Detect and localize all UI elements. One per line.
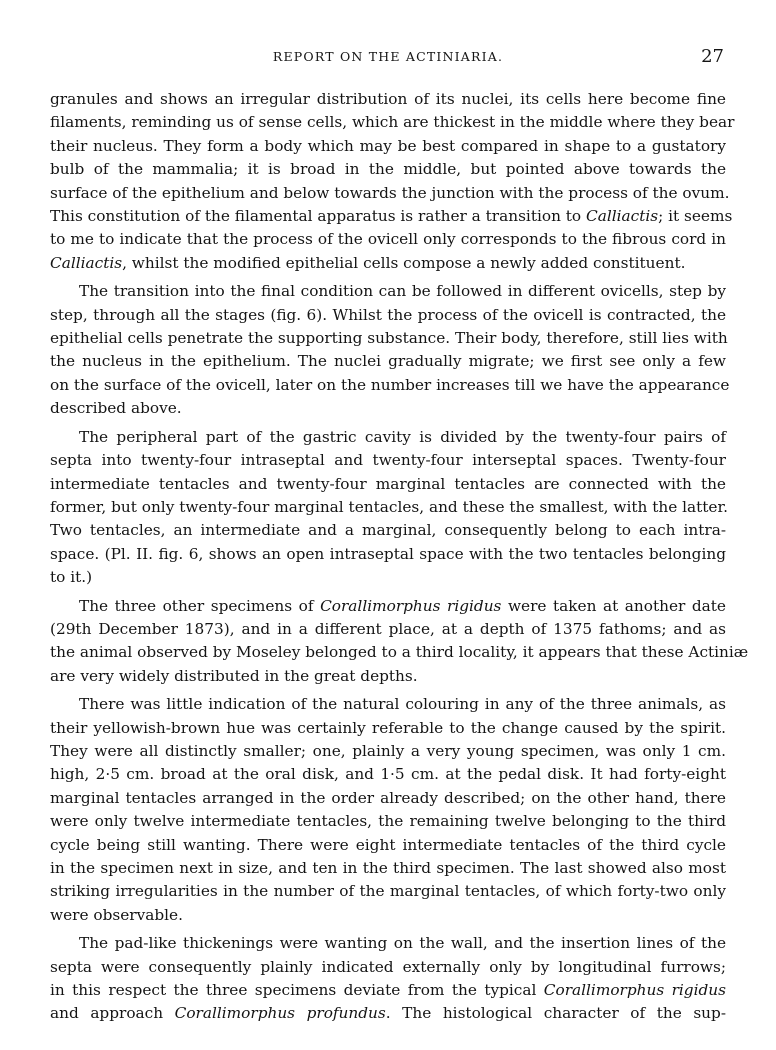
paragraph [50, 693, 726, 927]
paragraph [50, 88, 735, 275]
text-line: on the surface of the ovicell, later on the number increases till we have the appearance [50, 375, 730, 394]
page-number: 27 [701, 46, 724, 67]
text-line: the nucleus in the epithelium. The nuclei gradually migrate; we first see only a few [50, 352, 726, 371]
running-title: REPORT ON THE ACTINIARIA. [272, 49, 504, 64]
text-line: Two tentacles, an intermediate and a marginal, consequently belong to each intra- [50, 521, 726, 540]
text-line: The three other specimens of Corallimorphus rigidus were taken at another date [79, 596, 726, 615]
text-line: They were all distinctly smaller; one, plainly a very young specimen, was only 1 cm. [50, 741, 726, 760]
text-line: and approach Corallimorphus profundus. The histological character of the sup- [50, 1004, 726, 1023]
text-line: The peripheral part of the gastric cavity is divided by the twenty-four pairs of [79, 427, 726, 446]
page-header [50, 46, 726, 71]
text-line: marginal tentacles arranged in the order already described; on the other hand, there [50, 788, 726, 807]
text-line: The pad-like thickenings were wanting on the wall, and the insertion lines of the [79, 934, 726, 953]
text-line: described above. [50, 399, 182, 418]
paragraph [50, 280, 730, 420]
text-line: epithelial cells penetrate the supporting substance. Their body, therefore, still lies with [50, 329, 728, 348]
text-line: their yellowish-brown hue was certainly referable to the change caused by the spirit. [50, 718, 726, 737]
text-line: septa were consequently plainly indicated externally only by longitudinal furrows; [50, 957, 726, 976]
text-line: were only twelve intermediate tentacles, the remaining twelve belonging to the third [50, 812, 726, 831]
text-line: The transition into the final condition can be followed in different ovicells, step by [79, 282, 726, 301]
text-line: striking irregularities in the number of the marginal tentacles, of which forty-two only [50, 882, 726, 901]
text-line: space. (Pl. II. fig. 6, shows an open intraseptal space with the two tentacles belonging [50, 544, 726, 563]
text-line: (29th December 1873), and in a different place, at a depth of 1375 fathoms; and as [50, 619, 726, 638]
text-line: are very widely distributed in the great depths. [50, 666, 418, 685]
text-line: high, 2·5 cm. broad at the oral disk, and 1·5 cm. at the pedal disk. It had forty-eight [50, 765, 726, 784]
paragraph [50, 426, 726, 590]
text-line: filaments, reminding us of sense cells, which are thickest in the middle where they bear [50, 113, 735, 132]
text-line: granules and shows an irregular distribution of its nuclei, its cells here become fine [50, 90, 726, 108]
text-line: to me to indicate that the process of the ovicell only corresponds to the fibrous cord in [50, 230, 726, 249]
text-line: former, but only twenty-four marginal tentacles, and these the smallest, with the latter. [50, 497, 728, 516]
text-line: step, through all the stages (fig. 6). Whilst the process of the ovicell is contracted, the [50, 305, 726, 324]
text-line: cycle being still wanting. There were eight intermediate tentacles of the third cycle [50, 835, 726, 854]
body-text [50, 88, 749, 1031]
text-line: their nucleus. They form a body which may be best compared in shape to a gustatory [50, 136, 726, 155]
text-line: in the specimen next in size, and ten in the third specimen. The last showed also most [50, 859, 726, 877]
text-line: bulb of the mammalia; it is broad in the middle, but pointed above towards the [50, 160, 726, 179]
text-line: This constitution of the filamental apparatus is rather a transition to Calliactis; it seems [50, 207, 733, 226]
paragraph [50, 932, 726, 1026]
text-line: There was little indication of the natural colouring in any of the three animals, as [79, 695, 726, 714]
text-line: Calliactis, whilst the modified epithelial cells compose a newly added constituent. [50, 253, 686, 272]
text-line: to it.) [50, 568, 93, 587]
text-line: surface of the epithelium and below towards the junction with the process of the ovum. [50, 183, 730, 202]
text-line: intermediate tentacles and twenty-four marginal tentacles are connected with the [50, 474, 726, 493]
paragraph [50, 595, 749, 689]
text-line: septa into twenty-four intraseptal and twenty-four interseptal spaces. Twenty-four [50, 451, 726, 470]
text-line: in this respect the three specimens deviate from the typical Corallimorphus rigidus [50, 981, 726, 1000]
text-line: were observable. [50, 905, 183, 924]
text-line: the animal observed by Moseley belonged to a third locality, it appears that these Actiniæ [50, 643, 749, 662]
